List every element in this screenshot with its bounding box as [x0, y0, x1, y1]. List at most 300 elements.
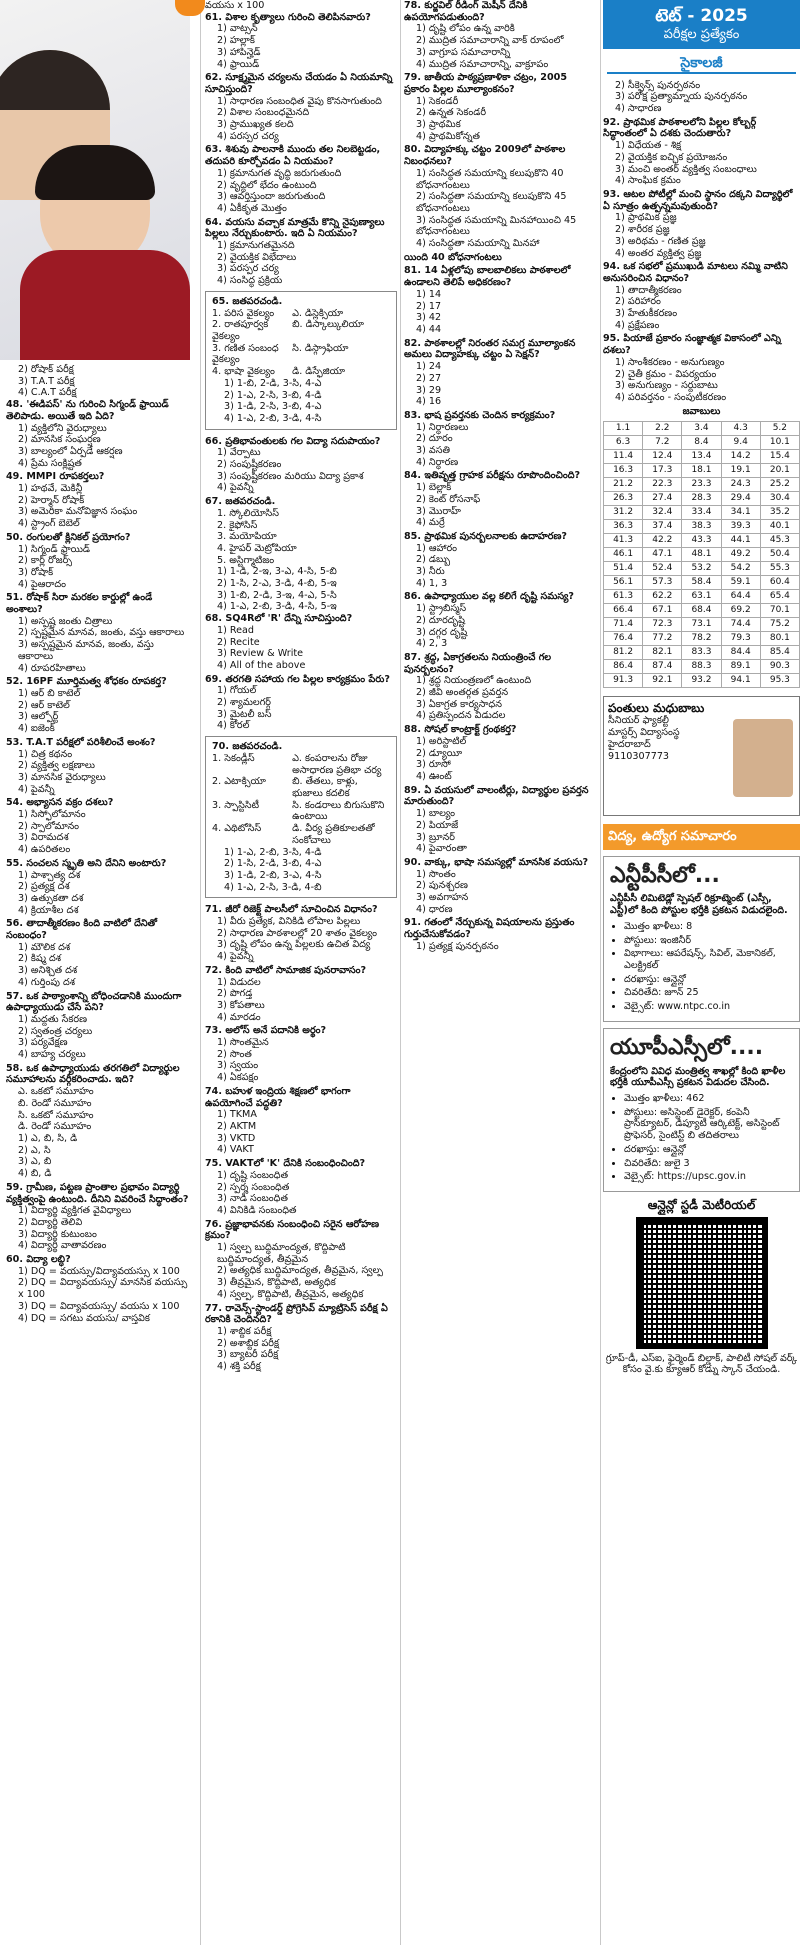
answer-cell: 93.2 — [682, 673, 721, 687]
answer-cell: 39.3 — [721, 520, 760, 534]
answer-cell: 74.4 — [721, 617, 760, 631]
question — [6, 737, 191, 796]
option-text: సి. ఒకటో సమూహం — [18, 1109, 94, 1121]
option-text: 1) ఎ, బి, సి, డి — [18, 1133, 78, 1144]
option-text: 2) మానసిక సంఘర్షణ — [18, 434, 101, 446]
option-text: 4) సాంఘిక క్రమం — [615, 175, 681, 187]
author-phone: 9110307773 — [608, 750, 670, 762]
match-rows — [212, 753, 390, 893]
option-text: 3) పరస్పర చర్య — [217, 263, 279, 275]
option-text: 3) దగ్గర దృష్టి — [416, 626, 468, 638]
option-text: 3) స్వయం — [217, 1060, 259, 1072]
answer-cell: 85.4 — [760, 645, 799, 659]
question — [404, 785, 596, 855]
option-text: 2) ముద్రిత సమాచారాన్ని వాక్ రూపంలో — [416, 35, 564, 47]
option-text: 2) వైయక్తిక విభేదాలు — [217, 251, 297, 263]
answers-table — [603, 421, 800, 687]
option-text: 2) 1-ఎ, 2-సి, 3-బి, 4-డి — [224, 389, 322, 401]
option-text: 2) AKTM — [217, 1120, 257, 1132]
option-text: 4) శక్తి పరీక్ష — [217, 1361, 261, 1373]
option-text: 4) పైవన్నీ — [18, 783, 55, 795]
option-text: 1) సొంతమైన — [217, 1037, 269, 1049]
match-row — [212, 823, 390, 846]
answer-cell: 67.1 — [643, 603, 682, 617]
option-text: 1) సొంతం — [416, 868, 456, 880]
question — [603, 261, 800, 331]
option-text: 1) శాబ్దిక పరీక్ష — [217, 1325, 272, 1337]
option-text: 2) అత్యధిక బుద్ధిమాంద్యత, తీవ్రమైన, స్వల్ప — [217, 1265, 383, 1277]
option-text: 3) మైటలీ బస్ — [217, 708, 272, 720]
option-text: 3) వాగ్రూప సమాచారాన్ని — [416, 46, 511, 58]
option-text: 2) అశాబ్దిక పరీక్ష — [217, 1337, 280, 1349]
option-text: 4) బాహ్య చర్యలు — [18, 1049, 86, 1061]
question-text: 52. 16PF మూర్తిమత్వ శోధకం రూపకర్త? — [6, 676, 167, 688]
answer-row — [604, 631, 800, 645]
option-text: 4) పైవన్నీ — [217, 951, 254, 963]
question — [205, 1086, 397, 1156]
match-row: 5. అస్టిగ్మాటిజం — [217, 554, 275, 566]
answer-cell: 60.4 — [760, 576, 799, 590]
option-text: 1) ప్రత్యక్ష పునర్పఠనం — [416, 940, 499, 952]
answer-cell: 3.4 — [682, 422, 721, 436]
option-text: 1) TKMA — [217, 1109, 257, 1121]
answer-row — [604, 589, 800, 603]
option-text: 3) హేతుకీకరణం — [615, 308, 678, 320]
answer-cell: 47.1 — [643, 548, 682, 562]
answer-cell: 37.4 — [643, 520, 682, 534]
answer-row — [604, 492, 800, 506]
option-text: 1) అరిస్టాటిల్ — [416, 735, 467, 747]
option-text: 4) పైఆరాదం — [18, 578, 66, 590]
match-right: సి. డిస్గ్రాఫియా — [292, 342, 349, 354]
question-text: 95. పియాజే ప్రకారం సంజ్ఞాత్మక వికాసంలో ఎన్ని దశలు? — [603, 333, 781, 357]
option-text: 1) హథవే, మెకిన్లీ — [18, 483, 83, 495]
qr-code[interactable] — [636, 1217, 768, 1349]
option-text: 1) ఆర్ బి కాటెల్ — [18, 687, 81, 699]
answer-row — [604, 534, 800, 548]
option-text: 2) శ్యామలగర్గ్ — [217, 697, 271, 709]
question-block — [205, 613, 397, 672]
answer-cell: 57.3 — [643, 576, 682, 590]
option-text: 3) రోషాక్ — [18, 566, 54, 578]
answer-cell: 49.2 — [721, 548, 760, 562]
option-text: 2) Recite — [217, 636, 260, 648]
option-text: 1) సాధారణ సంబంధిత వైపు కొనసాగుతుంది — [217, 95, 382, 107]
question-block — [205, 674, 397, 733]
answer-cell: 77.2 — [643, 631, 682, 645]
answer-cell: 33.4 — [682, 506, 721, 520]
option-text: 2) పునశ్చరణ — [416, 880, 468, 892]
column-3 — [404, 0, 596, 955]
job-notice-ntpc — [603, 856, 800, 1022]
option-text: 4) మర్రే — [416, 517, 445, 529]
answer-row — [604, 659, 800, 673]
answer-cell: 81.2 — [604, 645, 643, 659]
option-text: 1) సంసిద్ధత సమయాన్ని కలుపుకొని 40 బోధనాగంటలు — [416, 167, 564, 191]
option-text: 1) DQ = వయస్సు/విద్యావయస్సు x 100 — [18, 1265, 180, 1277]
option-text: 4) సాధారణ — [615, 103, 662, 115]
option-text: 2) ఎ, సి — [18, 1144, 51, 1156]
answer-cell: 4.3 — [721, 422, 760, 436]
author-line: మాస్టర్స్ విద్యాసంస్థ — [608, 727, 680, 739]
answer-cell: 29.4 — [721, 492, 760, 506]
option-text: 2) సొంత — [217, 1048, 252, 1060]
header-title: టెట్ - 2025 — [655, 6, 748, 26]
question — [6, 991, 191, 1061]
answer-cell: 75.2 — [760, 617, 799, 631]
question — [6, 797, 191, 856]
answer-cell: 82.1 — [643, 645, 682, 659]
question-text: 66. ప్రతిభావంతులకు గల విద్యా సదుపాయం? — [205, 435, 381, 447]
question-text: 67. జతపరచండి. — [205, 496, 276, 508]
question-text: 88. సోషల్ కాంట్రాక్ట్ గ్రంథకర్త? — [404, 724, 517, 736]
answer-cell: 62.2 — [643, 589, 682, 603]
match-left: 3. గణిత సంబంధ వైకల్యం — [212, 342, 279, 366]
question-text: 74. బహుళ ఇంద్రియ శిక్షణలో భాగంగా ఉపయోగించే పద్ధతి? — [205, 1085, 351, 1109]
option-text: 4) 16 — [416, 396, 442, 408]
option-text: 4) వినికిడి సంబంధిత — [217, 1204, 297, 1216]
question — [404, 531, 596, 590]
job-item: • దరఖాస్తు: ఆన్లైన్లో — [624, 974, 793, 986]
answer-cell: 68.4 — [682, 603, 721, 617]
answer-cell: 51.4 — [604, 562, 643, 576]
answer-cell: 65.4 — [760, 589, 799, 603]
option-text: 1) బాల్యం — [416, 808, 456, 820]
answer-row — [604, 576, 800, 590]
option-text: 1) పాశ్చాత్య దశ — [18, 869, 81, 881]
answer-cell: 1.1 — [604, 422, 643, 436]
answer-row — [604, 603, 800, 617]
question — [603, 189, 800, 259]
option-text: 2) సంసిద్ధతా సమయాన్ని కలుపుకొని 45 బోధనాగంటలు — [416, 191, 567, 214]
question — [205, 1303, 397, 1373]
option-text: 2) వృద్ధిలో భేదం ఉంటుంది — [217, 179, 317, 191]
match-box-65 — [205, 291, 397, 430]
option-text: 4) కోరల్ — [217, 720, 250, 732]
option-text: 1) వాట్సన్ — [217, 23, 258, 35]
option-text: 4) విద్యార్థి వాతావరణం — [18, 1240, 107, 1252]
header-subtitle: పరీక్షల ప్రత్యేకం — [663, 26, 740, 42]
option-text: 1) శ్రద్ధ నియంత్రణలో ఉంటుంది — [416, 675, 532, 687]
option-text: 1) క్రమానుగతమైనది — [217, 240, 295, 252]
option-text: 1) దృష్టి లోపం ఉన్న వారికి — [416, 23, 515, 35]
answer-cell: 48.1 — [682, 548, 721, 562]
answer-cell: 13.4 — [682, 450, 721, 464]
answer-cell: 21.2 — [604, 478, 643, 492]
question-text: 60. విద్యా లబ్ధి? — [6, 1254, 71, 1266]
option-text: 4) VAKT — [217, 1144, 254, 1156]
question-list — [404, 0, 596, 953]
answer-cell: 71.4 — [604, 617, 643, 631]
question — [404, 265, 596, 335]
question-text: 56. తాదాత్మీకరణం కింది వాటిలో దేనితో సంబంధం? — [6, 918, 157, 942]
study-note: గ్రూప్-డీ, ఎస్ఐ, ఫైర్మెండ్ బిల్డాక్, పాలిటీ సోషల్ వర్క్ కోసం వై.కు క్యూఆర్ కోడ్ను స్కాన్ చేయండి. — [605, 1352, 798, 1376]
answer-cell: 6.3 — [604, 436, 643, 450]
match-row — [212, 366, 390, 378]
answer-cell: 27.4 — [643, 492, 682, 506]
option-text: 2) దూరదృష్టి — [416, 614, 465, 626]
option-text: 3) 29 — [416, 384, 442, 396]
option-text: 3) మంచి అంతర్ వ్యక్తిత్వ సంబంధాలు — [615, 163, 757, 175]
question-text: 79. జాతీయ పాఠ్యప్రణాళికా చట్రం, 2005 ప్రకారం పిల్లల మూల్యాంకనం? — [404, 72, 568, 95]
option-text: 2) స్వతంత్ర చర్యలు — [18, 1025, 93, 1037]
answer-row — [604, 464, 800, 478]
question-text: 57. ఒక పాఠ్యాంశాన్ని బోధించడానికి ముందుగా ఉపాధ్యాయుడు చేసే పని? — [6, 990, 182, 1014]
option-text: 1) తాదాత్మీకరణం — [615, 284, 682, 296]
option-text: 1) గోయల్ — [217, 685, 257, 697]
question — [205, 144, 397, 214]
question-text: 55. సంచలన స్మృతి అని దేనిని అంటారు? — [6, 857, 167, 869]
option-text: 2) విశాల సంబంధమైనది — [217, 107, 310, 119]
option-text: డి. రెండో సమూహం — [18, 1121, 92, 1133]
job-item: • పోస్టులు: అసిస్టెంట్ డైరెక్టర్, కంపెనీ ప్రాసిక్యూటర్, డిప్యూటీ ఆర్కిటెక్ట్, అసిస్టెంట్ ప్రొఫెసర్, సైంటిస్ట్ బి తదితరాలు — [624, 1107, 793, 1142]
answer-row — [604, 562, 800, 576]
answer-cell: 80.1 — [760, 631, 799, 645]
answer-cell: 22.3 — [643, 478, 682, 492]
match-right: బి. డిస్కాల్కులియా — [292, 319, 364, 331]
answer-cell: 44.1 — [721, 534, 760, 548]
option-text: 4) పైవన్నీ — [217, 482, 254, 494]
option-text: 3) పరోక్ష ప్రత్యామ్నాయ పునర్పఠనం — [615, 91, 748, 103]
option-text: 4) పరివర్తనం - సంపుటీకరణం — [615, 391, 727, 403]
question — [6, 1063, 191, 1180]
match-left: 1. పరిస వైకల్యం — [212, 307, 275, 319]
answer-cell: 17.3 — [643, 464, 682, 478]
question — [205, 965, 397, 1024]
option-text: 1) బెల్లాక్ — [416, 482, 452, 494]
question-text: 78. కుర్జవిల్ రీడింగ్ మెషీన్ దేనికి ఉపయోగపడుతుంది? — [404, 0, 528, 23]
option-text: 1) మౌలిక దశ — [18, 941, 71, 953]
question-text: 54. అభ్యాసన వక్రం దశలు? — [6, 797, 114, 809]
author-box — [603, 696, 800, 816]
question-text: 62. సూక్ష్మమైన చర్యలను చేయడం ఏ నియమాన్ని సూచిస్తుంది? — [205, 72, 393, 95]
question-text: 83. భాష ప్రవర్తనకు చెందిన కార్యక్రమం? — [404, 409, 556, 421]
match-row — [212, 308, 390, 320]
question-text: 58. ఒక ఉపాధ్యాయుడు తరగతిలో విద్యార్థుల సమూహాలను వర్గీకరించాడు. ఇది? — [6, 1062, 180, 1086]
answer-row — [604, 450, 800, 464]
question-text: 61. విశాల కృత్యాలు గురించి తెలిపినవారు? — [205, 11, 371, 23]
question-title: 65. జతపరచండి. — [212, 295, 283, 307]
question — [603, 80, 800, 115]
subject-title: సైకాలజీ — [607, 55, 796, 74]
match-right: బి. తేతలు, కాళ్లు, భుజాలు కదలిక — [292, 776, 358, 799]
question-text: 89. ఏ వయసులో వాలంటీర్లు, విద్యార్థుల ప్రవర్తన మారుతుంది? — [404, 784, 589, 808]
answer-cell: 61.3 — [604, 589, 643, 603]
option-text: 1) 1-ఎ, 2-బి, 3-సి, 4-డి — [224, 846, 322, 858]
option-text: 4) 44 — [416, 323, 442, 335]
job-item: • విభాగాలు: ఆపరేషన్స్, సివిల్, మెకానికల్, ఎలక్ట్రికల్ — [624, 948, 793, 971]
job-item: • పోస్టులు: ఇంజినీర్ — [624, 935, 793, 947]
question — [205, 1025, 397, 1084]
match-right: డి. వీర్య ప్రతికూలతతో సంకోచాలు — [292, 823, 375, 846]
answer-cell: 24.3 — [721, 478, 760, 492]
match-row — [212, 800, 390, 823]
question — [6, 532, 191, 591]
option-text: 3) విరామదశ — [18, 832, 69, 844]
column-2 — [205, 0, 397, 1375]
answer-cell: 25.2 — [760, 478, 799, 492]
answer-cell: 20.1 — [760, 464, 799, 478]
question-list — [603, 80, 800, 404]
answer-cell: 50.4 — [760, 548, 799, 562]
answer-cell: 2.2 — [643, 422, 682, 436]
job-title: యూపీఎస్సీలో.... — [610, 1034, 764, 1060]
match-row: 2. కైఫోసిస్ — [217, 519, 258, 531]
match-row — [212, 343, 390, 366]
option-text: 4) రూపరహితాలు — [18, 662, 86, 674]
question-text: 72. కింది వాటిలో సామాజిక పునరావాసం? — [205, 964, 367, 976]
answer-cell: 72.3 — [643, 617, 682, 631]
option-text: 4) ప్రక్షేపణం — [615, 319, 660, 331]
option-text: 3) సంపుష్టీకరణం మరియు విద్యా ప్రకాశ — [217, 470, 364, 482]
answer-cell: 52.4 — [643, 562, 682, 576]
match-box-70 — [205, 736, 397, 898]
option-text: 3) కోపతాలు — [217, 999, 265, 1011]
column-divider — [400, 0, 401, 1945]
option-text: 4) బి, డి — [18, 1168, 52, 1180]
question-text: 86. ఉపాధ్యాయుల వల్ల కలిగే దృష్టి సమస్య? — [404, 591, 574, 603]
option-text: 2) స్పాలోమానం — [18, 820, 80, 832]
question-text: యింది 40 బోధనాగంటలు — [404, 251, 502, 263]
match-left: 2. ఎటాక్సియా — [212, 776, 266, 788]
option-text: 1) వేర్పాటు — [217, 447, 261, 459]
match-right: డి. డిస్ఫేజియా — [292, 366, 346, 378]
option-text: 4) ఫ్రాయిడ్ — [217, 58, 260, 70]
answer-cell: 66.4 — [604, 603, 643, 617]
question — [6, 471, 191, 530]
answer-cell: 7.2 — [643, 436, 682, 450]
match-row — [212, 776, 390, 799]
option-text: 3) పర్యవేక్షణ — [18, 1037, 68, 1049]
option-text: 3) ఉత్సుకతా దశ — [18, 892, 84, 904]
option-text: 2) కెంట్ రోసనాఫ్ — [416, 493, 481, 505]
question — [6, 1254, 191, 1324]
option-text: 1) వీరు ప్రత్యేక, వినికిడి లోపాల పిల్లలు — [217, 916, 361, 928]
option-text: 2) 1-సి, 2-ఎ, 3-డి, 4-బి, 5-ఇ — [217, 578, 337, 590]
option-text: 1) క్రమానుగత వృద్ధి జరుగుతుంది — [217, 167, 342, 179]
option-text: 4) అంతర వ్యక్తిత్వ ప్రజ్ఞ — [615, 247, 702, 259]
option-text: 3) ఆల్పోర్ట్ — [18, 711, 59, 723]
question — [205, 613, 397, 672]
option-text: 1) చిత్ర కథనం — [18, 748, 73, 760]
job-item: • వెబ్సైట్: www.ntpc.co.in — [624, 1001, 793, 1013]
option-text: 3) అనుగుణ్యం - సర్దుబాటు — [615, 380, 718, 392]
option-text: 1) మద్దతు సేకరణ — [18, 1013, 88, 1025]
option-text: 4) C.A.T పరీక్ష — [18, 387, 77, 399]
question-text: 92. ప్రాథమిక పాఠశాలలోని పిల్లల కోల్బర్గ్ సిద్ధాంతంలో ఏ దశకు చెందుతారు? — [603, 116, 757, 140]
question — [603, 117, 800, 187]
question-text: 76. ప్రజ్ఞాభావనకు సంబంధించి సరైన ఆరోహణ క్రమం? — [205, 1218, 380, 1242]
question-text: 91. గతంలో నేర్చుకున్న విషయాలను ప్రస్తుతం గుర్తుచేసుకోవడం? — [404, 917, 575, 941]
option-text: 1) వ్యక్తిలోని వైరుధ్యాలు — [18, 422, 107, 434]
job-title: ఎన్టీపీసీలో... — [610, 862, 720, 888]
option-text: 3) సంసిద్ధత సమయాన్ని మినహాయించి 45 బోధనాగంటలు — [416, 214, 577, 238]
answer-cell: 36.3 — [604, 520, 643, 534]
option-text: 1) ఆహారం — [416, 542, 458, 554]
answer-row — [604, 422, 800, 436]
option-text: 3) అవగాహన — [416, 892, 469, 904]
answer-cell: 14.2 — [721, 450, 760, 464]
option-text: 2) 17 — [416, 300, 442, 312]
answer-cell: 87.4 — [643, 659, 682, 673]
option-text: 2) సీక్వెన్స్ పునర్పఠనం — [615, 79, 701, 91]
question-text: 87. శ్రద్ధ, ఏకాగ్రతలను నియంత్రించే గల పునర్బలనం? — [404, 651, 552, 675]
answer-cell: 91.3 — [604, 673, 643, 687]
option-text: 4) 1-ఎ, 2-సి, 3-డి, 4-బి — [224, 881, 322, 893]
option-text: 2) స్పష్టమైన మానవ, జంతు, వస్తు ఆకారాలు — [18, 627, 185, 639]
column-divider — [200, 0, 201, 1945]
question — [404, 857, 596, 916]
question-text: 51. రోషాక్ సిరా మరకల కార్డుల్లో ఉండే అంశాలు? — [6, 592, 153, 616]
question — [205, 217, 397, 287]
option-text: 2) డబ్బు — [416, 554, 451, 566]
option-text: 4) స్ట్రాంగ్ బెబెల్ — [18, 518, 80, 530]
question-text: 73. అలోస్ అనే పదానికి అర్థం? — [205, 1025, 327, 1037]
option-text: 4) సంసిద్ధ ప్రక్రియ — [217, 275, 283, 287]
option-text: 1) దృష్టి సంబంధిత — [217, 1169, 289, 1181]
job-lead: కేంద్రంలోని వివిధ మంత్రిత్వ శాఖల్లో కింది ఖాళీల భర్తీకి యూపీఎస్సీ ప్రకటన విడుదల చేసింది. — [610, 1065, 786, 1089]
answer-cell: 28.3 — [682, 492, 721, 506]
question — [205, 436, 397, 495]
job-items — [610, 921, 793, 1013]
match-right: సి. కండరాలు బిగుసుకొని ఉంటాయి — [292, 799, 385, 823]
option-text: 4) ప్రేమ సంక్లిష్టత — [18, 457, 82, 469]
option-text: 1) నిర్ధారణలు — [416, 421, 469, 433]
option-text: 3) తీవ్రమైన, కొద్దిపాటి, అత్యధిక — [217, 1277, 336, 1289]
question — [205, 12, 397, 71]
option-text: 3) విద్యార్థి కుటుంబం — [18, 1228, 97, 1240]
answer-cell: 41.3 — [604, 534, 643, 548]
option-text: 2) 1-సి, 2-డి, 3-బి, 4-ఎ — [224, 858, 322, 870]
job-notice-upsc — [603, 1028, 800, 1192]
option-text: 4) All of the above — [217, 659, 306, 671]
option-text: 2) ఆర్ కాటెల్ — [18, 699, 70, 711]
answer-row — [604, 673, 800, 687]
match-right: ఎ. డిస్లెక్సియా — [292, 307, 344, 319]
question-list — [6, 399, 191, 1324]
answer-row — [604, 617, 800, 631]
option-text: 3) 1-బి, 2-డి, 3-ఇ, 4-ఎ, 5-సి — [217, 589, 337, 601]
question — [404, 0, 596, 70]
match-left: 4. ఎథిటోసిస్ — [212, 823, 262, 835]
question — [205, 72, 397, 142]
option-text: 3) హాపిన్హెడ్ — [217, 46, 261, 58]
option-text: 1) ప్రాథమిక ప్రజ్ఞ — [615, 212, 677, 224]
answer-row — [604, 436, 800, 450]
answer-cell: 88.3 — [682, 659, 721, 673]
question-text: 94. ఒక సభలో ప్రముఖుడి మాటలు నమ్మి వాటిని అనుసరించిన విధానం? — [603, 261, 788, 284]
line-text: వయసు x 100 — [205, 0, 265, 11]
option-text: 2) డ్యూయీ — [416, 747, 463, 759]
option-text: 2) 27 — [416, 372, 442, 384]
answer-cell: 59.1 — [721, 576, 760, 590]
question — [404, 724, 596, 783]
option-text: 3) ఎ, బి — [18, 1156, 52, 1168]
question — [205, 674, 397, 733]
option-text: 3) బ్రూనర్ — [416, 831, 455, 843]
option-text: 2) జీవి అంతర్గత ప్రవర్తన — [416, 687, 509, 699]
option-text: 3) మానసిక వైరుధ్యాలు — [18, 771, 106, 783]
answer-cell: 54.2 — [721, 562, 760, 576]
answer-cell: 84.4 — [721, 645, 760, 659]
option-text: 4) 1-ఎ, 2-బి, 3-డి, 4-సి, 5-ఇ — [217, 601, 337, 613]
question-text: 81. 14 ఏళ్లలోపు బాలబాలికలు పాఠశాలలో ఉండాలని తెలిపే అధికరణం? — [404, 265, 571, 289]
option-text: 2) సాధారణ పాఠశాలల్లో 20 శాతం వైకల్యం — [217, 927, 377, 939]
match-left: 4. భాషా వైకల్యం — [212, 366, 275, 378]
question — [404, 410, 596, 469]
answer-cell: 73.1 — [682, 617, 721, 631]
option-text: 1) అస్పష్ట జంతు చిత్రాలు — [18, 615, 113, 627]
